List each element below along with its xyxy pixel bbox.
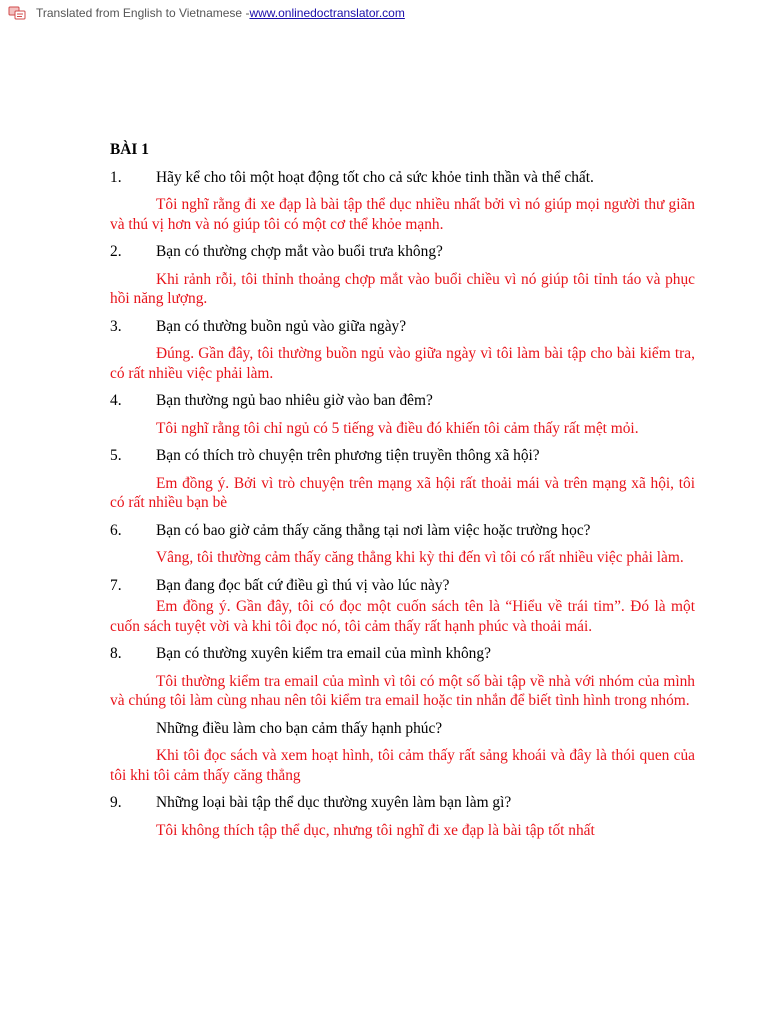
document-body xyxy=(110,140,695,840)
question-number: 2. xyxy=(110,243,122,260)
question-6 xyxy=(110,521,695,541)
translator-link[interactable]: www.onlinedoctranslator.com xyxy=(249,6,405,20)
question-text: Bạn có thường chợp mắt vào buổi trưa không? xyxy=(156,243,443,260)
question-text: Bạn thường ngủ bao nhiêu giờ vào ban đêm? xyxy=(156,392,433,409)
question-number: 7. xyxy=(110,576,122,594)
question-2 xyxy=(110,242,695,262)
question-number: 1. xyxy=(110,168,122,186)
question-5 xyxy=(110,446,695,466)
question-number: 8. xyxy=(110,645,122,662)
question-text: Bạn có thích trò chuyện trên phương tiện truyền thông xã hội? xyxy=(156,447,540,464)
question-number: 4. xyxy=(110,392,122,409)
question-number: 6. xyxy=(110,521,122,539)
answer-1: Tôi nghĩ rằng đi xe đạp là bài tập thể dục nhiều nhất bởi vì nó giúp mọi người thư giãn và thú vị hơn và nó giúp tôi có một cơ thể khỏe mạnh. xyxy=(110,196,695,233)
answer-7: Em đồng ý. Gần đây, tôi có đọc một cuốn sách tên là “Hiểu về trái tim”. Đó là một cuốn sách tuyệt vời và khi tôi đọc nó, tôi cảm thấy rất hạnh phúc và thoải mái. xyxy=(110,598,695,635)
question-text: Những loại bài tập thể dục thường xuyên làm bạn làm gì? xyxy=(156,794,512,811)
question-text: Bạn có thường buồn ngủ vào giữa ngày? xyxy=(156,317,407,335)
banner-text: Translated from English to Vietnamese - xyxy=(36,6,250,20)
answer-6: Vâng, tôi thường cảm thấy căng thẳng khi kỳ thi đến vì tôi có rất nhiều việc phải làm. xyxy=(156,549,684,566)
question-number: 9. xyxy=(110,794,122,811)
question-7 xyxy=(110,576,695,596)
document-title: BÀI 1 xyxy=(110,141,149,158)
answer-5: Em đồng ý. Bởi vì trò chuyện trên mạng xã hội rất thoải mái và trên mạng xã hội, tôi có rất nhiều bạn bè xyxy=(110,474,695,511)
translator-logo-icon xyxy=(8,6,26,20)
question-number: 5. xyxy=(110,447,122,464)
question-8 xyxy=(110,644,695,664)
question-1 xyxy=(110,168,695,188)
answer-3: Đúng. Gần đây, tôi thường buồn ngủ vào giữa ngày vì tôi làm bài tập cho bài kiểm tra, có rất nhiều việc phải làm. xyxy=(110,345,695,382)
question-text: Bạn đang đọc bất cứ điều gì thú vị vào lúc này? xyxy=(156,576,450,594)
question-number: 3. xyxy=(110,317,122,335)
answer-2: Khi rảnh rỗi, tôi thỉnh thoảng chợp mắt vào buổi chiều vì nó giúp tôi tỉnh táo và phục hồi năng lượng. xyxy=(110,270,695,307)
question-text: Bạn có thường xuyên kiểm tra email của mình không? xyxy=(156,645,491,662)
answer-happiness: Khi tôi đọc sách và xem hoạt hình, tôi cảm thấy rất sảng khoái và đây là thói quen của tôi khi tôi cảm thấy căng thẳng xyxy=(110,747,695,784)
answer-9: Tôi không thích tập thể dục, nhưng tôi nghĩ đi xe đạp là bài tập tốt nhất xyxy=(156,821,595,839)
question-text: Những điều làm cho bạn cảm thấy hạnh phúc? xyxy=(156,719,443,737)
answer-8: Tôi thường kiểm tra email của mình vì tôi có một số bài tập về nhà với nhóm của mình và chúng tôi làm cùng nhau nên tôi kiểm tra email hoặc tin nhắn để biết tình hình trong nhóm. xyxy=(110,672,695,709)
question-happiness xyxy=(110,719,695,739)
question-4 xyxy=(110,391,695,411)
question-3 xyxy=(110,317,695,337)
answer-4: Tôi nghĩ rằng tôi chỉ ngủ có 5 tiếng và điều đó khiến tôi cảm thấy rất mệt mỏi. xyxy=(156,419,639,437)
translation-banner xyxy=(0,0,768,26)
question-text: Bạn có bao giờ cảm thấy căng thẳng tại nơi làm việc hoặc trường học? xyxy=(156,521,591,539)
question-text: Hãy kể cho tôi một hoạt động tốt cho cả sức khỏe tinh thần và thể chất. xyxy=(156,168,594,186)
question-9 xyxy=(110,793,695,813)
